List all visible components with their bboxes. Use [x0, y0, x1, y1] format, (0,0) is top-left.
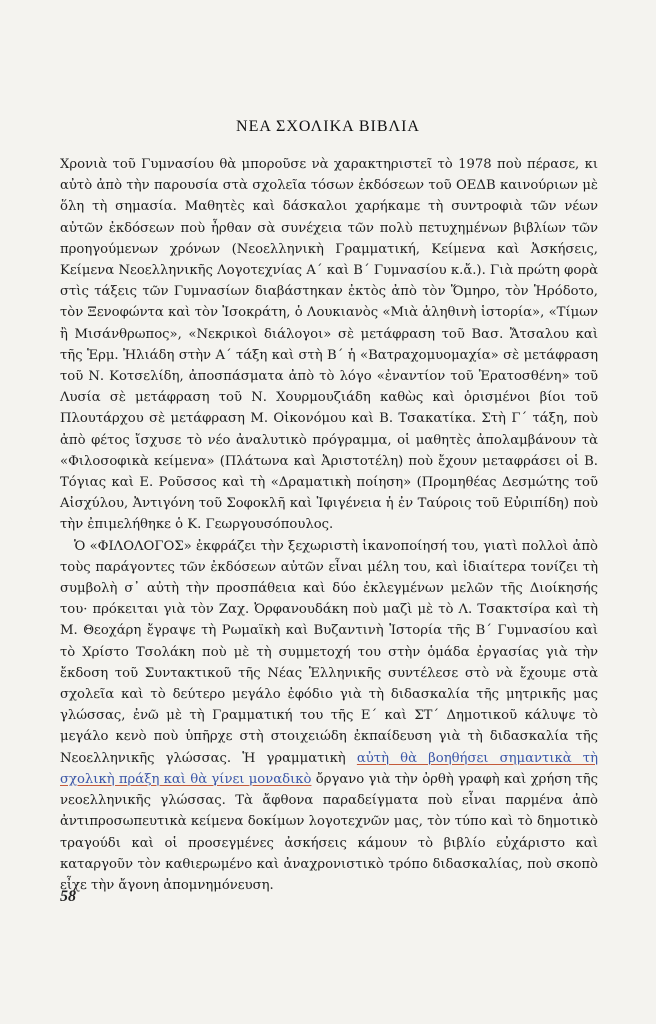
highlighted-text: αὐτὴ θὰ βοηθήσει σημαντικὰ τὴ σχολικὴ πράξη καὶ θὰ γίνει μοναδικὸ: [60, 750, 598, 787]
page-heading: ΝΕΑ ΣΧΟΛΙΚΑ ΒΙΒΛΙΑ: [236, 118, 420, 135]
paragraph-2-text-before: Ὁ «ΦΙΛΟΛΟΓΟΣ» ἐκφράζει τὴν ξεχωριστὴ ἱκανοποίησή του, γιατὶ πολλοὶ ἀπὸ τοὺς παράγοντες τῶν ἐκδόσεων αὐτῶν εἶναι μέλη του, καὶ ἰδιαίτερα τονίζει τὴ συμβολὴ σ᾽ αὐτὴ τὴν προσπάθεια καὶ δύο ἐκλεγμένων μελῶν τῆς Διοίκησής του· πρόκειται γιὰ τὸν Ζαχ. Ὀρφανουδάκη ποὺ μαζὶ μὲ τὸ Λ. Τσακτσίρα καὶ τὴ Μ. Θεοχάρη ἔγραψε τὴ Ρωμαϊκὴ καὶ Βυζαντινὴ Ἱστορία τῆς Β΄ Γυμνασίου καὶ τὸ Χρίστο Τσολάκη ποὺ μὲ τὴ συμμετοχή του στὴν ὁμάδα ἐργασίας γιὰ τὴν ἔκδοση τοῦ Συντακτικοῦ τῆς Νέας Ἑλληνικῆς συντέλεσε στὸ νὰ ἔχουμε στὰ σχολεῖα καὶ τὸ δεύτερο μεγάλο ἐφόδιο γιὰ τὴ διδασκαλία τῆς μητρικῆς μας γλώσσας, ἐνῶ μὲ τὴ Γραμματική του τῆς Ε΄ καὶ ΣΤ΄ Δημοτικοῦ κάλυψε τὸ μεγάλο κενὸ ποὺ ὑπῆρχε στὴ στοιχειώδη ἐκπαίδευση γιὰ τὴ διδασκαλία τῆς Νεοελληνικῆς γλώσσας. Ἡ γραμματικὴ: [60, 538, 598, 766]
page-number: 58: [60, 888, 76, 905]
article-body: [60, 154, 598, 896]
paragraph-2-text-after: ὄργανο γιὰ τὴν ὀρθὴ γραφὴ καὶ χρήση τῆς νεοελληνικῆς γλώσσας. Τὰ ἄφθονα παραδείγματα ποὺ εἶναι παρμένα ἀπὸ ἀντιπροσωπευτικὰ κείμενα δοκίμων λογοτεχνῶν μας, τὸν τύπο καὶ τὸ δημοτικὸ τραγούδι καὶ οἱ προσεγμένες ἀσκήσεις κάμουν τὸ βιβλίο εὐχάριστο καὶ καταργοῦν τὸν καθιερωμένο καὶ ἀναχρονιστικὸ τρόπο διδασκαλίας, ποὺ σκοπὸ εἶχε τὴν ἄγονη ἀπομνημόνευση.: [60, 771, 598, 893]
paragraph-2: [60, 536, 598, 896]
paragraph-1: Χρονιὰ τοῦ Γυμνασίου θὰ μποροῦσε νὰ χαρακτηριστεῖ τὸ 1978 ποὺ πέρασε, κι αὐτὸ ἀπὸ τὴν παρουσία στὰ σχολεῖα τόσων ἐκδόσεων τοῦ ΟΕΔΒ καινούριων μὲ ὅλη τὴ σημασία. Μαθητὲς καὶ δάσκαλοι χαρήκαμε τὴ συντροφιὰ τῶν νέων αὐτῶν ἐκδόσεων ποὺ ἦρθαν σὰ συνέχεια τῶν πολὺ πετυχημένων βιβλίων τῶν προηγούμενων χρόνων (Νεοελληνικὴ Γραμματική, Κείμενα καὶ Ἀσκήσεις, Κείμενα Νεοελληνικῆς Λογοτεχνίας Α΄ καὶ Β΄ Γυμνασίου κ.ἄ.). Γιὰ πρώτη φορὰ στὶς τάξεις τῶν Γυμνασίων διαβάστηκαν ἐκτὸς ἀπὸ τὸν Ὅμηρο, τὸν Ἡρόδοτο, τὸν Ξενοφώντα καὶ τὸν Ἰσοκράτη, ὁ Λουκιανὸς «Μιὰ ἀληθινὴ ἱστορία», «Τίμων ἢ Μισάνθρωπος», «Νεκρικοὶ διάλογοι» σὲ μετάφραση τοῦ Βασ. Ἄτσαλου καὶ τῆς Ἑρμ. Ἠλιάδη στὴν Α΄ τάξη καὶ στὴ Β΄ ἡ «Βατραχομυομαχία» σὲ μετάφραση τοῦ Ν. Κοτσελίδη, ἀποσπάσματα ἀπὸ τὸ λόγο «ἐναντίον τοῦ Ἐρατοσθένη» τοῦ Λυσία σὲ μετάφραση τοῦ Ν. Χουρμουζιάδη καθὼς καὶ ὁρισμένοι βίοι τοῦ Πλουτάρχου σὲ μετάφραση Μ. Οἰκονόμου καὶ Β. Τσακατίκα. Στὴ Γ΄ τάξη, ποὺ ἀπὸ φέτος ἴσχυσε τὸ νέο ἀναλυτικὸ πρόγραμμα, οἱ μαθητὲς ἀπολαμβάνουν τὰ «Φιλοσοφικὰ κείμενα» (Πλάτωνα καὶ Ἀριστοτέλη) ποὺ ἔχουν μεταφράσει οἱ Β. Τόγιας καὶ Ε. Ροῦσσος καὶ τὴ «Δραματικὴ ποίηση» (Προμηθέας Δεσμώτης τοῦ Αἰσχύλου, Ἀντιγόνη τοῦ Σοφοκλῆ καὶ Ἰφιγένεια ἡ ἐν Ταύροις τοῦ Εὐριπίδη) ποὺ τὴν ἐπιμελήθηκε ὁ Κ. Γεωργουσόπουλος.: [60, 157, 598, 533]
